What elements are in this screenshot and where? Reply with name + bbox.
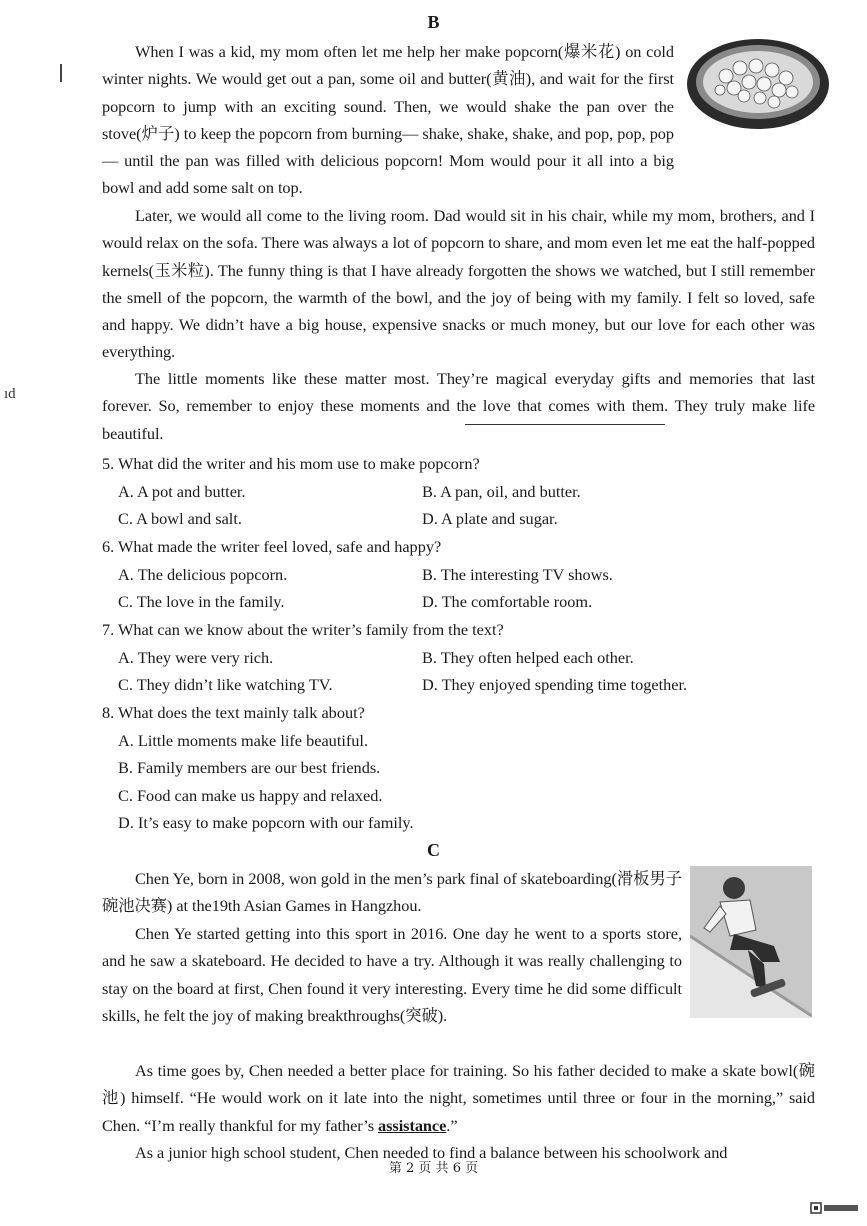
option-d: D. It’s easy to make popcorn with our family. <box>118 813 414 832</box>
option-c: C. Food can make us happy and relaxed. <box>118 785 383 805</box>
section-b-heading: B <box>427 12 440 32</box>
watermark-logo <box>809 1200 861 1216</box>
option-c: C. A bowl and salt. <box>118 509 242 528</box>
margin-mark: ıd <box>4 386 16 402</box>
section-c-paragraph-1: Chen Ye, born in 2008, won gold in the men’s park final of skateboarding(滑板男子碗池决赛) at the19th Asian Games in Hangzhou. <box>102 869 682 916</box>
skateboarder-image <box>690 866 812 1018</box>
section-c-heading: C <box>427 840 440 860</box>
scan-line <box>465 424 665 425</box>
option-b: B. They often helped each other. <box>422 647 634 667</box>
question-5 <box>102 450 822 533</box>
page-footer: 第 2 页 共 6 页 <box>388 1161 479 1176</box>
question-text: 6. What made the writer feel loved, safe and happy? <box>102 537 442 556</box>
option-a: A. Little moments make life beautiful. <box>118 730 369 750</box>
section-c-paragraph-2: Chen Ye started getting into this sport in 2016. One day he went to a sports store, and he saw a skateboard. He decided to have a try. Although it was really challenging to stay on the board at first, Chen found it very interesting. Every time he did some difficult skills, he felt the joy of making breakthroughs(突破). <box>102 924 682 1025</box>
section-c-paragraph-4: As a junior high school student, Chen needed to find a balance between his schoolwork and <box>135 1143 728 1162</box>
option-d: D. They enjoyed spending time together. <box>422 675 688 694</box>
section-b-paragraph-1: When I was a kid, my mom often let me help her make popcorn(爆米花) on cold winter nights. We would get out a pan, some oil and butter(黄油), and wait for the first popcorn to jump with an exciting sound. Then, we would shake the pan over the stove(炉子) to keep the popcorn from burning— shake, shake, shake, and pop, pop, pop— until the pan was filled with delicious popcorn! Mom would pour it all into a big bowl and add some salt on top. <box>102 42 674 198</box>
question-text: 8. What does the text mainly talk about? <box>102 703 365 722</box>
option-a: A. A pot and butter. <box>118 481 246 501</box>
section-b-paragraph-2: Later, we would all come to the living room. Dad would sit in his chair, while my mom, brothers, and I would relax on the sofa. There was always a lot of popcorn to share, and mom even let me eat the half-popped kernels(玉米粒). The funny thing is that I have already forgotten the shows we watched, but I still remember the smell of the popcorn, the warmth of the bowl, and the joy of being with my family. I felt so loved, safe and happy. We didn’t have a big house, expensive snacks or much money, but our love for each other was everything. <box>102 206 815 362</box>
margin-line <box>60 64 62 82</box>
option-c: C. The love in the family. <box>118 592 285 611</box>
option-b: B. The interesting TV shows. <box>422 564 613 584</box>
option-d: D. The comfortable room. <box>422 592 593 611</box>
popcorn-image <box>686 38 830 130</box>
question-7 <box>102 616 822 699</box>
assistance-word: assistance <box>378 1115 447 1135</box>
question-6 <box>102 533 822 616</box>
option-b: B. A pan, oil, and butter. <box>422 481 581 501</box>
question-text: 7. What can we know about the writer’s family from the text? <box>102 620 504 639</box>
section-b-paragraph-3: The little moments like these matter most. They’re magical everyday gifts and memories that last forever. So, remember to enjoy these moments and the love that comes with them. They truly make life beautiful. <box>102 369 815 443</box>
option-d: D. A plate and sugar. <box>422 509 558 528</box>
option-a: A. They were very rich. <box>118 647 274 667</box>
option-c: C. They didn’t like watching TV. <box>118 675 333 694</box>
question-text: 5. What did the writer and his mom use to make popcorn? <box>102 454 480 473</box>
option-a: A. The delicious popcorn. <box>118 564 288 584</box>
section-c-paragraph-3: As time goes by, Chen needed a better place for training. So his father decided to make a skate bowl(碗池) himself. “He would work on it late into the night, sometimes until three or four in the morning,” said Chen. “I’m really thankful for my father’s assistance.” <box>102 1061 815 1135</box>
option-b: B. Family members are our best friends. <box>118 758 381 777</box>
question-8 <box>102 699 822 837</box>
